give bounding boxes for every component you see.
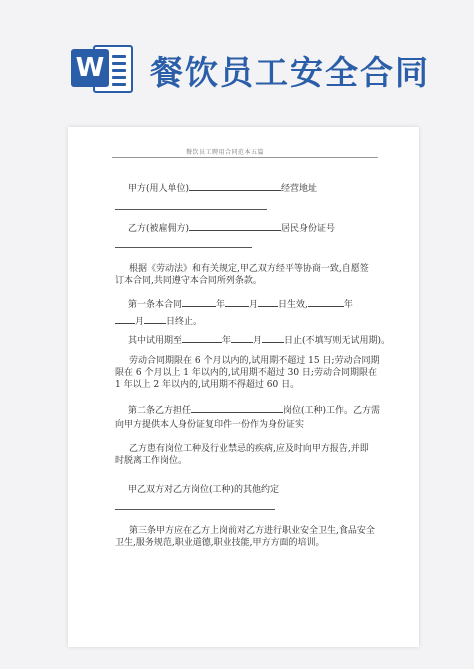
day-end-label: 日终止。 [166,317,203,327]
month-label: 月 [253,336,263,346]
other-agreements-label: 甲乙双方对乙方岗位(工种)的其他约定 [128,485,280,495]
article1-line1 [128,299,353,311]
word-icon [71,39,135,99]
trial-suffix: 日止(不填写则无试用期)。 [284,336,391,346]
document-header: 餐饮员工聘用合同范本五篇 [186,149,265,156]
id-number-field[interactable] [115,247,252,248]
address-field[interactable] [115,209,267,210]
disease-paragraph: 乙方患有岗位工种及行业禁忌的疾病,应及时向甲方报告,并即时脱离工作岗位。 [115,444,369,466]
party-a-label: 甲方(用人单位) [128,184,190,194]
party-a-line [128,183,317,195]
month-label: 月 [249,300,259,310]
article1-line2 [115,316,202,328]
trial-line [128,335,390,347]
article2-line2: 向甲方提供本人身份证复印件一份作为身份证实 [115,420,305,430]
start-month-field[interactable] [225,305,249,307]
header-rule [112,157,378,158]
year-label: 年 [222,336,232,346]
trial-prefix: 其中试用期至 [128,336,183,346]
start-year-field[interactable] [182,305,216,307]
end-year-field[interactable] [308,305,344,307]
day-effective-label: 日生效, [278,300,308,310]
document-page [68,127,419,647]
article2-prefix: 第二条乙方担任 [128,406,192,416]
article3-paragraph: 第三条甲方应在乙方上岗前对乙方进行职业安全卫生,食品安全卫生,服务规范,职业道德,职业技能,甲方方面的培训。 [115,526,375,548]
banner [0,0,474,118]
party-b-line [128,223,335,235]
word-letter: W [71,49,109,87]
position-field[interactable] [191,411,283,413]
id-label: 居民身份证号 [281,224,336,234]
party-a-name-field[interactable] [189,189,281,191]
trial-rules-paragraph: 劳动合同期限在 6 个月以内的,试用期不超过 15 日;劳动合同期限在 6 个月以上 1 年以内的,试用期不超过 30 日;劳动合同期限在 1 年以上 2 年以内的,试用期不得超过 60 日。 [115,356,380,390]
party-b-name-field[interactable] [189,229,281,231]
year-label: 年 [343,300,353,310]
intro-paragraph: 根据《劳动法》和有关规定,甲乙双方经平等协商一致,自愿签订本合同,共同遵守本合同所列条款。 [115,264,369,286]
year-label: 年 [216,300,226,310]
banner-title: 餐饮员工安全合同 [150,53,430,92]
end-month-field[interactable] [115,322,135,324]
address-label: 经营地址 [281,184,318,194]
end-day-field[interactable] [144,322,166,324]
start-day-field[interactable] [258,305,278,307]
article2-line1 [128,405,380,417]
trial-day-field[interactable] [262,341,284,343]
other-agreements-field[interactable] [115,509,275,510]
trial-month-field[interactable] [231,341,253,343]
article1-prefix: 第一条本合同 [128,300,183,310]
month-label: 月 [135,317,145,327]
trial-year-field[interactable] [182,341,222,343]
party-b-label: 乙方(被雇佣方) [128,224,190,234]
article2-suffix: 岗位(工种)工作。乙方需 [283,406,381,416]
